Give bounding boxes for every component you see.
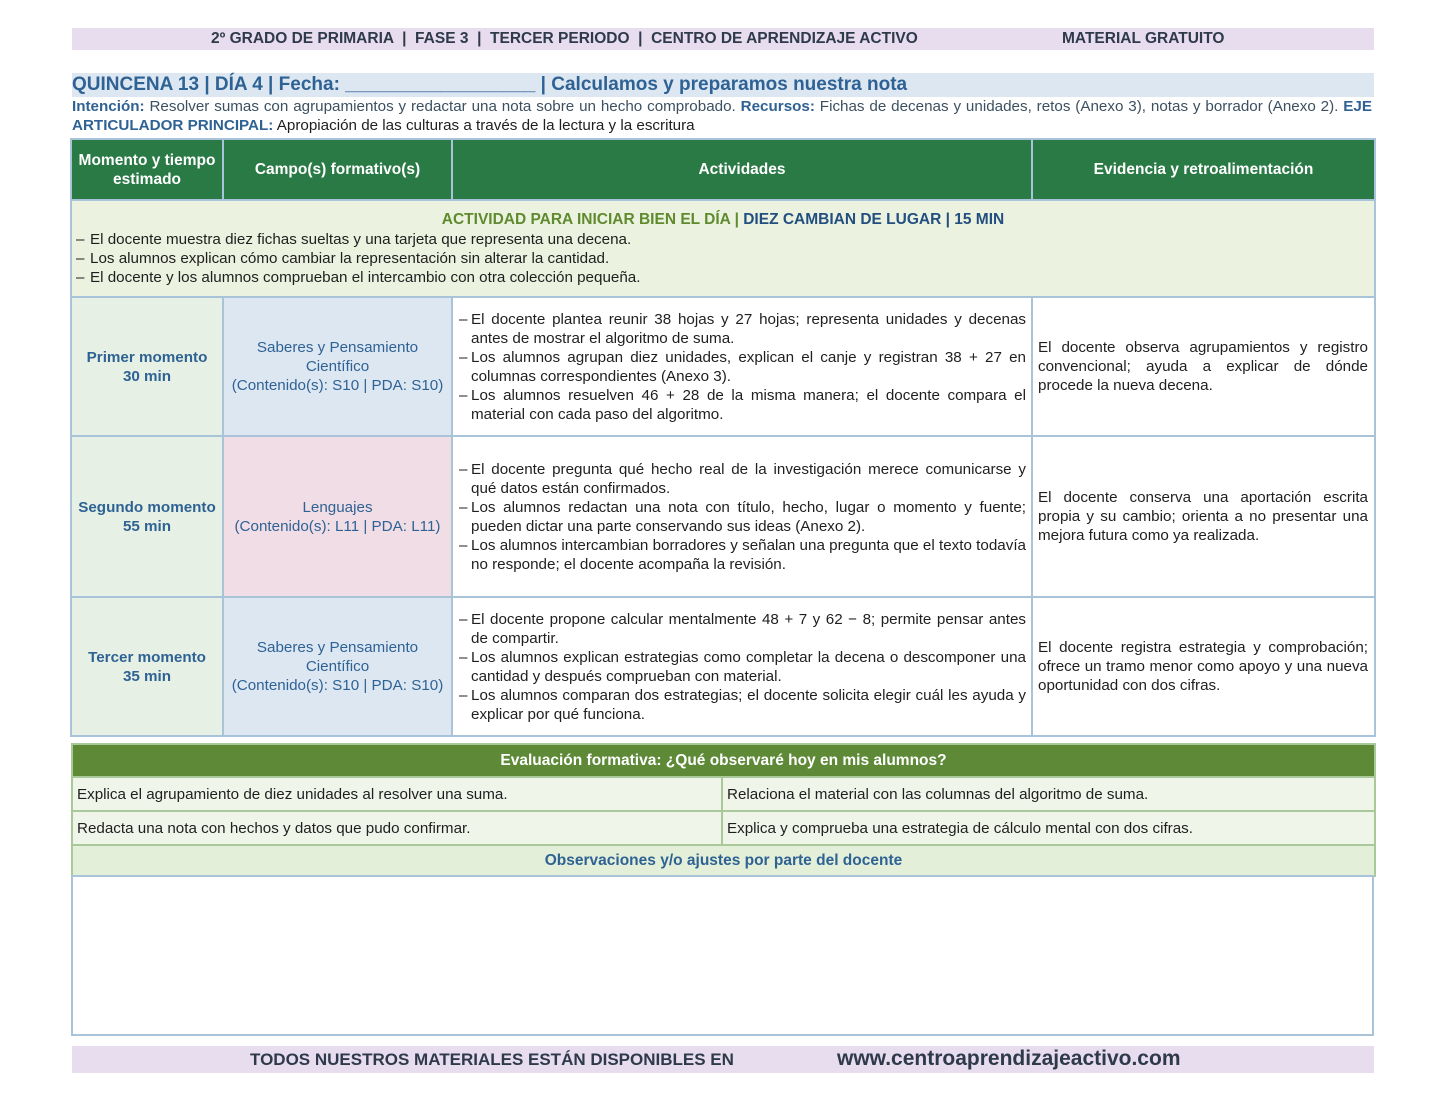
- moment-row-2: [71, 436, 1375, 597]
- start-activity-name: DIEZ CAMBIAN DE LUGAR | 15 MIN: [743, 211, 1005, 228]
- activity-item: – Los alumnos intercambian borradores y señalan una pregunta que el texto todavía no responde; el docente acompaña la revisión.: [459, 536, 1026, 574]
- start-item: – El docente y los alumnos comprueban el intercambio con otra colección pequeña.: [76, 268, 1370, 287]
- activities-cell: [452, 436, 1032, 597]
- header-moment: Momento y tiempo estimado: [71, 139, 223, 200]
- field-name: Saberes y Pensamiento Científico: [256, 639, 419, 675]
- evaluation-title: Evaluación formativa: ¿Qué observaré hoy en mis alumnos?: [72, 744, 1375, 777]
- evaluation-item: Relaciona el material con las columnas del algoritmo de suma.: [722, 777, 1375, 811]
- start-activity-label: ACTIVIDAD PARA INICIAR BIEN EL DÍA |: [441, 211, 739, 228]
- footer-banner: [72, 1046, 1374, 1073]
- free-material-label: MATERIAL GRATUITO: [1062, 30, 1225, 47]
- page-title: QUINCENA 13 | DÍA 4 | Fecha: __________________ | Calculamos y preparamos nuestra nota: [72, 73, 1374, 97]
- field-name: Saberes y Pensamiento Científico: [256, 339, 419, 375]
- start-activity-row: [71, 200, 1375, 297]
- start-item: – El docente muestra diez fichas sueltas y una tarjeta que representa una decena.: [76, 230, 1370, 249]
- observations-box[interactable]: [71, 875, 1374, 1036]
- field-content: (Contenido(s): S10 | PDA: S10): [231, 377, 444, 394]
- moment-row-1: [71, 297, 1375, 436]
- activity-item: – Los alumnos agrupan diez unidades, explican el canje y registran 38 + 27 en columnas correspondientes (Anexo 3).: [459, 348, 1026, 386]
- moment-time: 30 min: [122, 367, 172, 385]
- observations-title: Observaciones y/o ajustes por parte del docente: [72, 845, 1375, 876]
- evaluation-table: [71, 743, 1376, 877]
- evaluation-item: Explica y comprueba una estrategia de cálculo mental con dos cifras.: [722, 811, 1375, 845]
- footer-text: TODOS NUESTROS MATERIALES ESTÁN DISPONIBLES EN: [250, 1050, 734, 1069]
- axis-label: EJE ARTICULADOR PRINCIPAL:: [72, 98, 1372, 134]
- evidence-cell: El docente registra estrategia y comprobación; ofrece un tramo menor como apoyo y una nueva oportunidad con dos cifras.: [1032, 597, 1375, 736]
- moment-cell: [71, 297, 223, 436]
- top-banner: [72, 28, 1374, 50]
- moment-cell: [71, 597, 223, 736]
- field-cell: [223, 297, 452, 436]
- header-field: Campo(s) formativo(s): [223, 139, 452, 200]
- field-name: Lenguajes: [302, 498, 373, 516]
- evidence-cell: El docente observa agrupamientos y registro convencional; ayuda a explicar de dónde procede la nueva decena.: [1032, 297, 1375, 436]
- start-item: – Los alumnos explican cómo cambiar la representación sin alterar la cantidad.: [76, 249, 1370, 268]
- moment-time: 55 min: [122, 517, 172, 535]
- field-cell: [223, 597, 452, 736]
- field-cell: [223, 436, 452, 597]
- header-activities: Actividades: [452, 139, 1032, 200]
- evidence-cell: El docente conserva una aportación escrita propia y su cambio; orienta a no presentar una mejora futura como ya realizada.: [1032, 436, 1375, 597]
- header-evidence: Evidencia y retroalimentación: [1032, 139, 1375, 200]
- evaluation-item: Redacta una nota con hechos y datos que pudo confirmar.: [72, 811, 722, 845]
- moment-name: Primer momento: [86, 348, 208, 366]
- intent-paragraph: [72, 97, 1372, 135]
- field-content: (Contenido(s): S10 | PDA: S10): [231, 677, 444, 694]
- moment-name: Tercer momento: [88, 648, 206, 666]
- moment-name: Segundo momento: [78, 498, 216, 516]
- activity-item: – El docente propone calcular mentalmente 48 + 7 y 62 − 8; permite pensar antes de compartir.: [459, 610, 1026, 648]
- activity-item: – Los alumnos redactan una nota con título, hecho, lugar o momento y fuente; pueden dictar una parte conservando sus ideas (Anexo 2).: [459, 498, 1026, 536]
- field-content: (Contenido(s): L11 | PDA: L11): [234, 517, 441, 535]
- activity-item: – El docente pregunta qué hecho real de la investigación merece comunicarse y qué datos están confirmados.: [459, 460, 1026, 498]
- intent-label: Intención:: [72, 98, 145, 115]
- plan-table-header: [71, 139, 1375, 200]
- intent-text: Resolver sumas con agrupamientos y redactar una nota sobre un hecho comprobado.: [149, 98, 736, 115]
- plan-table: [70, 138, 1376, 737]
- moment-time: 35 min: [122, 667, 172, 685]
- activities-cell: [452, 597, 1032, 736]
- activity-item: – Los alumnos explican estrategias como completar la decena o descomponer una cantidad y después comprueban con material.: [459, 648, 1026, 686]
- activities-cell: [452, 297, 1032, 436]
- moment-cell: [71, 436, 223, 597]
- resources-label: Recursos:: [740, 98, 815, 115]
- activity-item: – El docente plantea reunir 38 hojas y 27 hojas; representa unidades y decenas antes de mostrar el algoritmo de suma.: [459, 310, 1026, 348]
- activity-item: – Los alumnos resuelven 46 + 28 de la misma manera; el docente compara el material con cada paso del algoritmo.: [459, 386, 1026, 424]
- resources-text: Fichas de decenas y unidades, retos (Anexo 3), notas y borrador (Anexo 2).: [819, 98, 1339, 115]
- start-activity-cell: [71, 200, 1375, 297]
- grade-info: 2º GRADO DE PRIMARIA | FASE 3 | TERCER PERIODO | CENTRO DE APRENDIZAJE ACTIVO: [211, 30, 918, 47]
- activity-item: – Los alumnos comparan dos estrategias; el docente solicita elegir cuál les ayuda y explicar por qué funciona.: [459, 686, 1026, 724]
- website-link[interactable]: www.centroaprendizajeactivo.com: [837, 1047, 1181, 1070]
- evaluation-item: Explica el agrupamiento de diez unidades al resolver una suma.: [72, 777, 722, 811]
- start-activity-title: [76, 211, 1370, 229]
- moment-row-3: [71, 597, 1375, 736]
- axis-text: Apropiación de las culturas a través de la lectura y la escritura: [276, 117, 695, 134]
